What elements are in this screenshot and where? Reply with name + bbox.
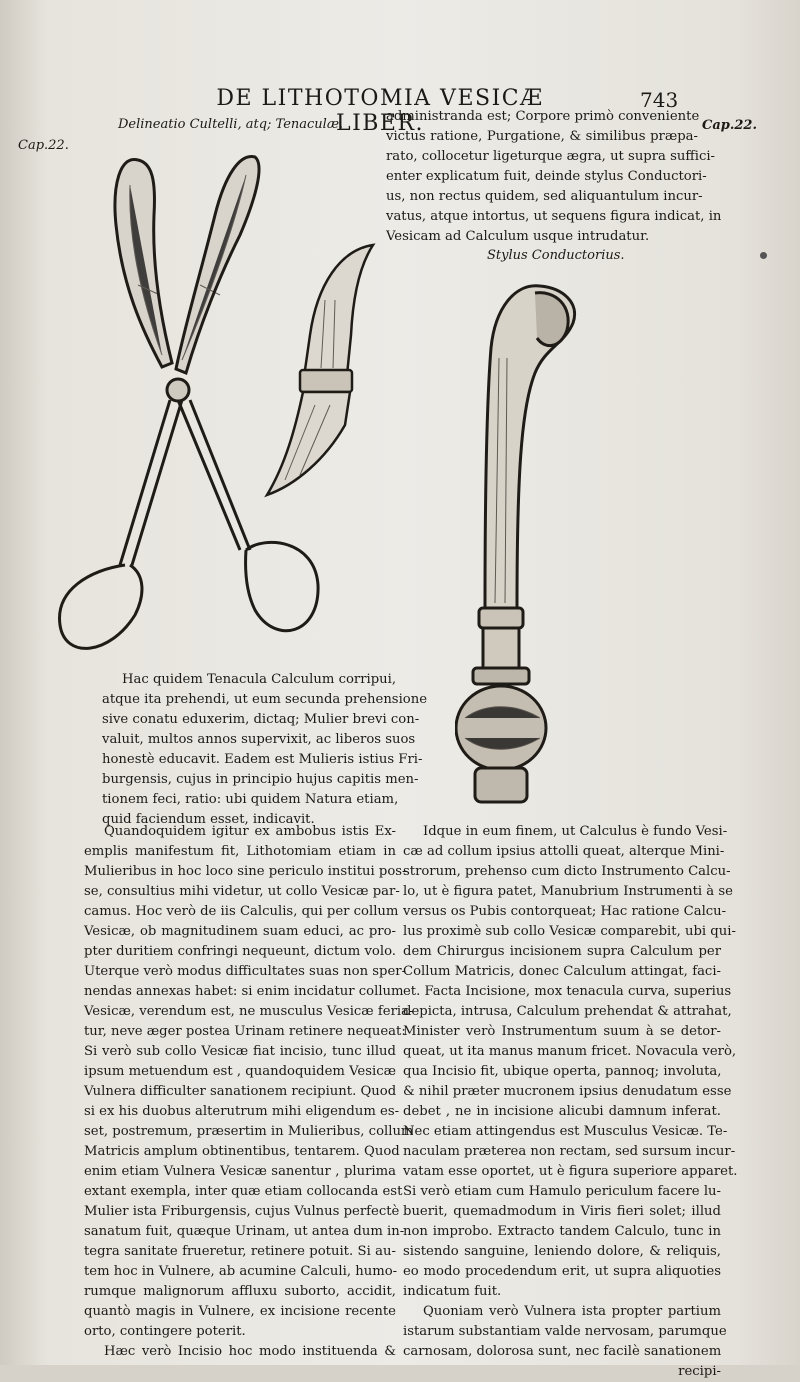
text-line: rato, collocetur ligeturque ægra, ut supra suffici- (386, 149, 716, 164)
text-line: rumque malignorum affluxu suborto, accidit, (84, 1284, 396, 1299)
text-line: victus ratione, Purgatione, & similibus præpa- (386, 129, 698, 144)
text-line: tur, neve æger postea Urinam retinere nequeat: (84, 1024, 406, 1039)
text-line: orto, contingere poterit. (84, 1324, 246, 1339)
text-line: dem Chirurgus incisionem supra Calculum per (403, 944, 721, 959)
text-block-top-right (386, 107, 722, 247)
text-line: Vesicæ, verendum est, ne musculus Vesicæ feria- (84, 1004, 414, 1019)
text-line: lus proximè sub collo Vesicæ comparebit, ubi qui- (403, 924, 736, 939)
text-line: cæ ad collum ipsius attolli queat, alterque Mini- (403, 844, 725, 859)
text-line: set, postremum, præsertim in Mulieribus, collum (84, 1124, 414, 1139)
text-line: debet , ne in incisione alicubi damnum inferat. (403, 1104, 721, 1119)
text-line: Minister verò Instrumentum suum à se detor- (403, 1024, 721, 1039)
text-line: enter explicatum fuit, deinde stylus Conductori- (386, 169, 707, 184)
figure-caption-knife-tenaculum: Delineatio Cultelli, atq; Tenaculæ. (118, 117, 344, 132)
text-block-mid-left (102, 670, 428, 830)
text-line: Quandoquidem igitur ex ambobus istis Ex- (104, 824, 396, 839)
text-line: qua Incisio fit, ubique operta, pannoq; involuta, (403, 1064, 722, 1079)
text-line: burgensis, cujus in principio hujus capitis men- (102, 772, 419, 787)
figure-caption-stylus: Stylus Conductorius. (487, 248, 625, 263)
text-line: sanatum fuit, quæque Urinam, ut antea dum in- (84, 1224, 405, 1239)
text-line: Uterque verò modus difficultates suas non sper- (84, 964, 407, 979)
text-line: depicta, intrusa, Calculum prehendat & attrahat, (403, 1004, 732, 1019)
text-line: quid faciendum esset, indicavit. (102, 812, 315, 827)
text-line: tem hoc in Vulnere, ab acumine Calculi, humo- (84, 1264, 398, 1279)
text-line: queat, ut ita manus manum fricet. Novacula verò, (403, 1044, 737, 1059)
text-line: sistendo sanguine, leniendo dolore, & reliquis, (403, 1244, 721, 1259)
text-line: enim etiam Vulnera Vesicæ sanentur , plurima (84, 1164, 396, 1179)
margin-note-left: Cap.22. (18, 138, 69, 153)
text-line: et. Facta Incisione, mox tenacula curva, superius (403, 984, 732, 999)
text-line: ipsum metuendum est , quandoquidem Vesicæ (84, 1064, 396, 1079)
text-line: recipi- (678, 1364, 721, 1379)
curved-knife-illustration (255, 240, 380, 505)
text-line: extant exempla, inter quæ etiam collocanda est (84, 1184, 403, 1199)
page-number: 743 (640, 88, 679, 112)
text-line: Vesicæ, ob magnitudinem suam educi, ac pro- (84, 924, 396, 939)
text-line: si ex his duobus alterutrum mihi eligendum es- (84, 1104, 400, 1119)
text-line: Mulieribus in hoc loco sine periculo institui pos- (84, 864, 407, 879)
text-line: nendas annexas habet: si enim incidatur collum (84, 984, 404, 999)
text-line: emplis manifestum fit, Lithotomiam etiam in (84, 844, 396, 859)
text-line: Nec etiam attingendus est Musculus Vesicæ. Te- (403, 1124, 728, 1139)
text-line: Matricis amplum obtinentibus, tentarem. Quod (84, 1144, 400, 1159)
text-line: valuit, multos annos supervixit, ac liberos suos (102, 732, 416, 747)
text-line: strorum, prehenso cum dicto Instrumento Calcu- (403, 864, 731, 879)
running-title: DE LITHOTOMIA VESICÆ LIBER. (216, 86, 544, 136)
text-line: carnosam, dolorosa sunt, nec facilè sanationem (403, 1344, 722, 1359)
text-line: istarum substantiam valde nervosam, parumque (403, 1324, 727, 1339)
text-line: lo, ut è figura patet, Manubrium Instrumenti à se (403, 884, 733, 899)
text-line: tegra sanitate frueretur, retinere potuit. Si au- (84, 1244, 396, 1259)
text-line: Mulier ista Friburgensis, cujus Vulnus perfectè (84, 1204, 400, 1219)
text-line: vatam esse oportet, ut è figura superiore apparet. (403, 1164, 738, 1179)
text-block-bottom-left (84, 822, 414, 1362)
text-line: Vulnera difficulter sanationem recipiunt. Quod (84, 1084, 397, 1099)
text-line: camus. Hoc verò de iis Calculis, qui per collum (84, 904, 399, 919)
text-line: naculam præterea non rectam, sed sursum incur- (403, 1144, 736, 1159)
text-line: quantò magis in Vulnere, ex incisione recente (84, 1304, 396, 1319)
text-line: sive conatu eduxerim, dictaq; Mulier brevi con- (102, 712, 420, 727)
text-line: honestè educavit. Eadem est Mulieris istius Fri- (102, 752, 423, 767)
text-line: atque ita prehendi, ut eum secunda prehensione (102, 692, 428, 707)
stylus-conductorius-illustration (455, 278, 595, 810)
text-line: administranda est; Corpore primò conveniente (386, 109, 700, 124)
text-block-bottom-right (403, 822, 738, 1382)
text-line: tionem feci, ratio: ubi quidem Natura etiam, (102, 792, 399, 807)
text-line: eo modo procedendum erit, ut supra aliquoties (403, 1264, 721, 1279)
text-line: Si verò etiam cum Hamulo periculum facere lu- (403, 1184, 721, 1199)
text-line: Collum Matricis, donec Calculum attingat, faci- (403, 964, 721, 979)
text-line: versus os Pubis contorqueat; Hac ratione Calcu- (403, 904, 727, 919)
text-line: Vesicam ad Calculum usque intrudatur. (386, 229, 650, 244)
text-line: & nihil præter mucronem ipsius denudatum esse (403, 1084, 732, 1099)
text-line: Hæc verò Incisio hoc modo instituenda & (104, 1344, 396, 1359)
text-line: buerit, quemadmodum in Viris fieri solet; illud (403, 1204, 721, 1219)
text-line: Quoniam verò Vulnera ista propter partium (423, 1304, 721, 1319)
text-line: Si verò sub collo Vesicæ fiat incisio, tunc illud (84, 1044, 396, 1059)
text-line: Hac quidem Tenacula Calculum corripui, (122, 672, 397, 687)
text-line: non improbo. Extracto tandem Calculo, tunc in (403, 1224, 721, 1239)
text-line: indicatum fuit. (403, 1284, 502, 1299)
margin-note-right: Cap.22. (702, 118, 758, 133)
ink-spot (760, 252, 767, 259)
text-line: se, consultius mihi videtur, ut collo Vesicæ par- (84, 884, 400, 899)
text-line: vatus, atque intortus, ut sequens figura indicat, in (386, 209, 722, 224)
text-line: us, non rectus quidem, sed aliquantulum incur- (386, 189, 703, 204)
text-line: pter duritiem confringi nequeunt, dictum volo. (84, 944, 396, 959)
text-line: Idque in eum finem, ut Calculus è fundo Vesi- (423, 824, 728, 839)
